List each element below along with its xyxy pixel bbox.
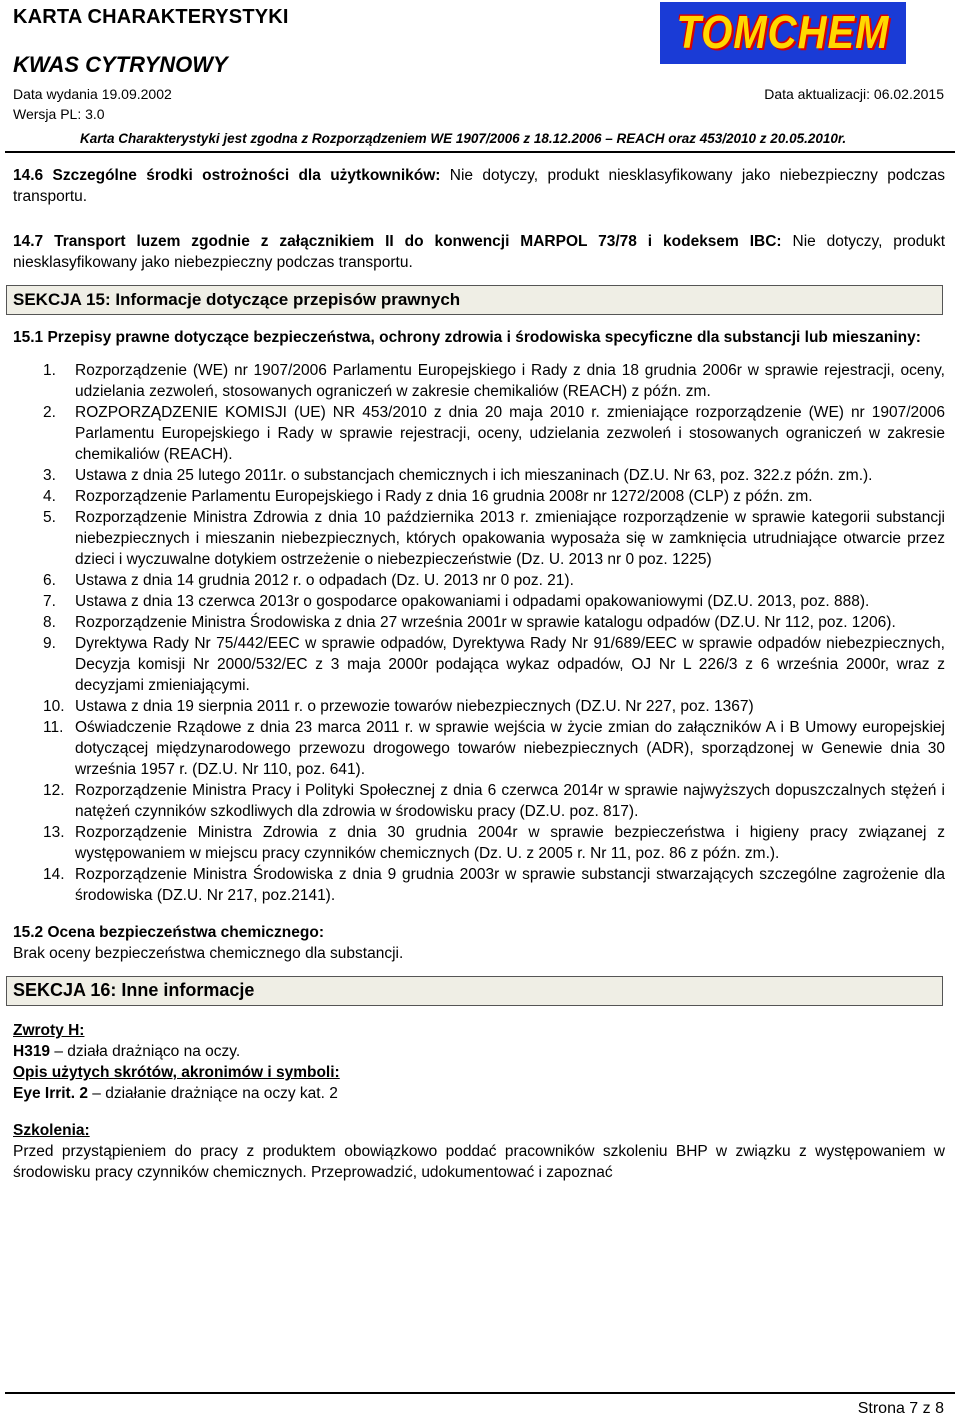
regulation-item: [13, 486, 945, 507]
regulation-item: [13, 864, 945, 906]
document-title: KARTA CHARAKTERYSTYKI: [13, 6, 289, 28]
regulations-list: [13, 360, 945, 906]
regulation-text: ROZPORZĄDZENIE KOMISJI (UE) NR 453/2010 z dnia 20 maja 2010 r. zmieniające rozporządzenie (WE) nr 1907/2006 Parlamentu Europejskiego i Rady w sprawie rejestracji, oceny, udzielania zezwoleń i stosowanych ograniczeń w zakresie chemikaliów (REACH).: [75, 404, 945, 463]
regulation-number: 7.: [43, 593, 56, 610]
section-16-heading: SEKCJA 16: Inne informacje: [6, 976, 943, 1006]
subsection-15-2-text: Brak oceny bezpieczeństwa chemicznego dla substancji.: [13, 945, 404, 962]
regulation-number: 1.: [43, 362, 56, 379]
abbreviation-entry: [13, 1083, 945, 1104]
regulation-number: 4.: [43, 488, 56, 505]
regulation-item: [13, 570, 945, 591]
regulation-text: Ustawa z dnia 14 grudnia 2012 r. o odpadach (Dz. U. 2013 nr 0 poz. 21).: [75, 572, 574, 589]
h-statement-code: H319: [13, 1043, 51, 1060]
product-name: KWAS CYTRYNOWY: [13, 52, 228, 77]
subsection-14-7-label: 14.7 Transport luzem zgodnie z załącznikiem II do konwencji MARPOL 73/78 i kodeksem IBC:: [13, 233, 782, 250]
regulation-item: [13, 717, 945, 780]
regulation-text: Rozporządzenie Ministra Zdrowia z dnia 10 października 2013 r. zmieniające rozporządzenie w sprawie kategorii substancji niebezpiecznych i mieszanin niebezpiecznych, których opakowania wyposaża się w zamknięcia utrudniające otwarcie przez dzieci i wyczuwalne dotykiem ostrzeżenie o niebezpieczeństwie (Dz. U. 2013 nr 0 poz. 1225): [75, 509, 945, 568]
regulation-item: [13, 696, 945, 717]
regulation-item: [13, 465, 945, 486]
subsection-14-6-text: Nie dotyczy, produkt niesklasyfikowany jako niebezpieczny podczas transportu.: [13, 167, 945, 205]
regulation-item: [13, 402, 945, 465]
abbreviation-text: – działanie drażniące na oczy kat. 2: [87, 1085, 338, 1102]
regulation-number: 12.: [43, 782, 65, 799]
subsection-15-2-label: 15.2 Ocena bezpieczeństwa chemicznego:: [13, 924, 324, 941]
regulation-item: [13, 633, 945, 696]
regulation-text: Dyrektywa Rady Nr 75/442/EEC w sprawie odpadów, Dyrektywa Rady Nr 91/689/EEC w sprawie odpadów niebezpiecznych, Decyzja komisji Nr 2000/532/EC z 3 maja 2000r podająca wykaz odpadów, OJ Nr L 226/3 z 6 września 2000r, wraz z decyzjami zmieniającymi.: [75, 635, 945, 694]
subsection-14-7: [13, 231, 945, 273]
training-text: Przed przystąpieniem do pracy z produktem obowiązkowo poddać pracowników szkoleniu BHP w związku z występowaniem w środowisku pracy czynników chemicznych. Przeprowadzić, udokumentować i zapoznać: [13, 1143, 945, 1181]
regulation-number: 3.: [43, 467, 56, 484]
h-statement-text: – działa drażniąco na oczy.: [50, 1043, 241, 1060]
regulation-number: 13.: [43, 824, 65, 841]
subsection-14-6-label: 14.6 Szczególne środki ostrożności dla użytkowników:: [13, 167, 441, 184]
subsection-15-1-label: 15.1 Przepisy prawne dotyczące bezpieczeństwa, ochrony zdrowia i środowiska specyficzne dla substancji lub mieszaniny:: [13, 329, 921, 346]
abbreviation-code: Eye Irrit. 2: [13, 1085, 88, 1102]
version: Wersja PL: 3.0: [13, 106, 105, 122]
regulation-text: Rozporządzenie Ministra Środowiska z dnia 27 września 2001r w sprawie katalogu odpadów (DZ.U. Nr 112, poz. 1206).: [75, 614, 896, 631]
regulation-number: 8.: [43, 614, 56, 631]
regulation-text: Rozporządzenie Parlamentu Europejskiego i Rady z dnia 16 grudnia 2008r nr 1272/2008 (CLP) z późn. zm.: [75, 488, 813, 505]
subsection-14-7-text: Nie dotyczy, produkt niesklasyfikowany jako niebezpieczny podczas transportu.: [13, 233, 945, 271]
regulation-text: Oświadczenie Rządowe z dnia 23 marca 2011 r. w sprawie wejścia w życie zmian do załączników A i B Umowy europejskiej dotyczącej międzynarodowego przewozu drogowego towarów niebezpiecznych (ADR), sporządzonej w Genewie dnia 30 września 1957 r. (DZ.U. Nr 110, poz. 641).: [75, 719, 945, 778]
regulation-text: Rozporządzenie Ministra Zdrowia z dnia 30 grudnia 2004r w sprawie bezpieczeństwa i higieny pracy związanej z występowaniem w miejscu pracy czynników chemicznych (Dz. U. z 2005 r. Nr 11, poz. 86 z późn. zm.).: [75, 824, 945, 862]
footer-divider: [5, 1392, 955, 1394]
subsection-14-6: [13, 165, 945, 207]
header-divider: [5, 151, 955, 153]
regulation-number: 9.: [43, 635, 56, 652]
regulation-number: 10.: [43, 698, 65, 715]
section-15-heading: SEKCJA 15: Informacje dotyczące przepisów prawnych: [6, 285, 943, 315]
regulation-number: 14.: [43, 866, 65, 883]
regulation-item: [13, 822, 945, 864]
h-statements-label: Zwroty H:: [13, 1022, 85, 1039]
regulation-text: Ustawa z dnia 19 sierpnia 2011 r. o przewozie towarów niebezpiecznych (DZ.U. Nr 227, poz. 1367): [75, 698, 754, 715]
page-number: Strona 7 z 8: [857, 1400, 944, 1417]
h-statement: [13, 1041, 945, 1062]
regulation-item: [13, 360, 945, 402]
regulation-item: [13, 507, 945, 570]
regulation-number: 5.: [43, 509, 56, 526]
training-label: Szkolenia:: [13, 1122, 90, 1139]
regulation-line: Karta Charakterystyki jest zgodna z Rozporządzeniem WE 1907/2006 z 18.12.2006 – REACH oraz 453/2010 z 20.05.2010r.: [80, 131, 847, 146]
company-logo: [660, 2, 906, 64]
page-content: [13, 165, 945, 1183]
regulation-text: Rozporządzenie Ministra Pracy i Polityki Społecznej z dnia 6 czerwca 2014r w sprawie najwyższych dopuszczalnych stężeń i natężeń czynników szkodliwych dla zdrowia w środowisku pracy (DZ.U. poz. 817).: [75, 782, 945, 820]
regulation-number: 11.: [43, 719, 64, 736]
abbreviations-label: Opis użytych skrótów, akronimów i symboli:: [13, 1064, 340, 1081]
regulation-text: Rozporządzenie Ministra Środowiska z dnia 9 grudnia 2003r w sprawie substancji stwarzających szczególne zagrożenie dla środowiska (DZ.U. Nr 217, poz.2141).: [75, 866, 945, 904]
regulation-item: [13, 591, 945, 612]
regulation-number: 6.: [43, 572, 56, 589]
regulation-text: Rozporządzenie (WE) nr 1907/2006 Parlamentu Europejskiego i Rady z dnia 18 grudnia 2006r w sprawie rejestracji, oceny, udzielania zezwoleń, stosowanych ograniczeń w zakresie chemikaliów (REACH) z późn. zm.: [75, 362, 945, 400]
regulation-number: 2.: [43, 404, 56, 421]
regulation-text: Ustawa z dnia 25 lutego 2011r. o substancjach chemicznych i ich mieszaninach (DZ.U. Nr 63, poz. 322.z późn. zm.).: [75, 467, 873, 484]
logo-text: TOMCHEM: [676, 7, 890, 58]
regulation-text: Ustawa z dnia 13 czerwca 2013r o gospodarce opakowaniami i odpadami opakowaniowymi (DZ.U. 2013, poz. 888).: [75, 593, 870, 610]
update-date: Data aktualizacji: 06.02.2015: [764, 86, 944, 102]
issue-date: Data wydania 19.09.2002: [13, 86, 172, 102]
regulation-item: [13, 780, 945, 822]
regulation-item: [13, 612, 945, 633]
